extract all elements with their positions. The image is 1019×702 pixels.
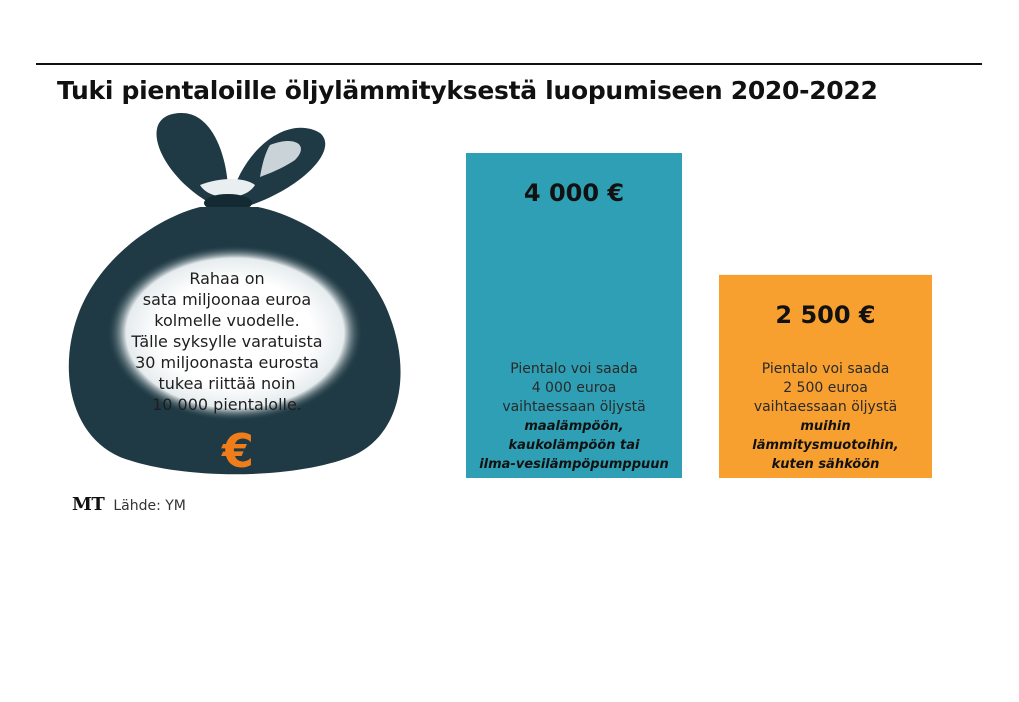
bag-text-line: kolmelle vuodelle. [154, 311, 300, 330]
chart-title: Tuki pientaloille öljylämmityksestä luopumiseen 2020-2022 [57, 76, 878, 105]
bar-description: Pientalo voi saada [761, 361, 890, 377]
bag-text-line: sata miljoonaa euroa [142, 290, 312, 309]
bar-description-bold: kuten sähköön [771, 457, 880, 472]
bar-description: Pientalo voi saada [510, 361, 638, 377]
bar-description: vaihtaessaan öljystä [753, 399, 898, 415]
bar-description: 4 000 euroa [531, 380, 617, 396]
bag-text-line: Tälle syksylle varatuista [131, 332, 323, 351]
bar-description: 2 500 euroa [783, 380, 868, 396]
bag-text-line: tukea riittää noin [158, 374, 296, 393]
bar-description-bold: kaukolämpöön tai [508, 438, 640, 453]
bar-value-label: 4 000 € [523, 179, 625, 207]
bag-text-line: Rahaa on [189, 269, 265, 288]
bar-description: vaihtaessaan öljystä [502, 399, 646, 415]
bar-group [466, 153, 682, 478]
bag-text-line: 10 000 pientalolle. [152, 395, 302, 414]
bar-description-bold: ilma-vesilämpöpumppuun [479, 457, 669, 472]
bar-description-bold: maalämpöön, [524, 419, 624, 434]
bar-description-bold: muihin [800, 419, 851, 434]
bar-value-label: 2 500 € [775, 300, 876, 329]
bar-group [719, 275, 932, 478]
source-text: Lähde: YM [113, 498, 186, 514]
euro-icon: € [221, 424, 255, 478]
bar-description-bold: lämmitysmuotoihin, [752, 438, 899, 453]
bag-text-line: 30 miljoonasta eurosta [135, 353, 319, 372]
mt-logo: MT [72, 494, 105, 515]
